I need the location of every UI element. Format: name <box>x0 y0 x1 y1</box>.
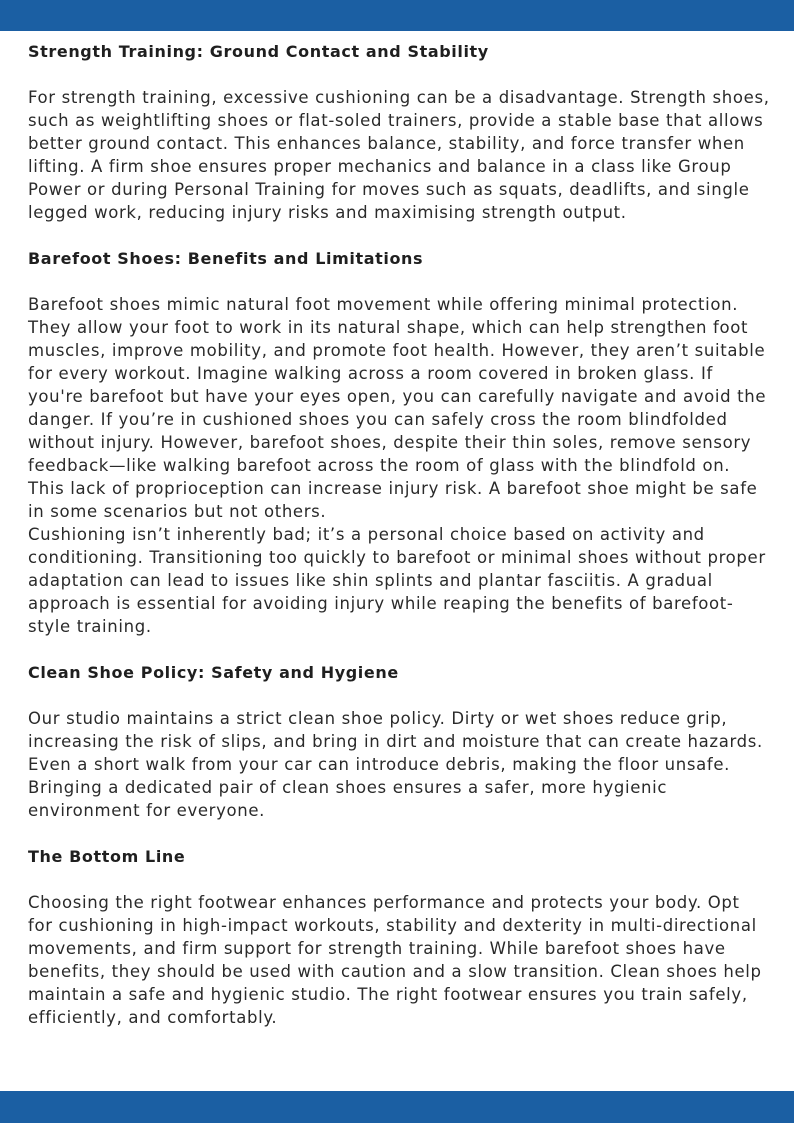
section-strength-training <box>28 40 770 224</box>
section-paragraph: Choosing the right footwear enhances performance and protects your body. Opt for cushioning in high-impact workouts, stability and dexterity in multi-directional movements, and firm support for strength training. While barefoot shoes have benefits, they should be used with caution and a slow transition. Clean shoes help maintain a safe and hygienic studio. The right footwear ensures you train safely, efficiently, and comfortably. <box>28 893 762 1027</box>
top-banner-bar <box>0 0 794 31</box>
section-bottom-line <box>28 845 770 1029</box>
section-barefoot-shoes <box>28 247 770 638</box>
section-paragraph: Barefoot shoes mimic natural foot movement while offering minimal protection. They allow your foot to work in its natural shape, which can help strengthen foot muscles, improve mobility, and promote foot health. However, they aren’t suitable for every workout. Imagine walking across a room covered in broken glass. If you're barefoot but have your eyes open, you can carefully navigate and avoid the danger. If you’re in cushioned shoes you can safely cross the room blindfolded without injury. However, barefoot shoes, despite their thin soles, remove sensory feedback—like walking barefoot across the room of glass with the blindfold on. This lack of proprioception can increase injury risk. A barefoot shoe might be safe in some scenarios but not others. <box>28 295 767 521</box>
bottom-banner-bar <box>0 1091 794 1123</box>
document-body <box>28 40 770 1029</box>
section-paragraph: Our studio maintains a strict clean shoe policy. Dirty or wet shoes reduce grip, increasing the risk of slips, and bring in dirt and moisture that can create hazards. Even a short walk from your car can introduce debris, making the floor unsafe. Bringing a dedicated pair of clean shoes ensures a safer, more hygienic environment for everyone. <box>28 709 763 820</box>
section-paragraph: Cushioning isn’t inherently bad; it’s a personal choice based on activity and conditioning. Transitioning too quickly to barefoot or minimal shoes without proper adaptation can lead to issues like shin splints and plantar fasciitis. A gradual approach is essential for avoiding injury while reaping the benefits of barefoot-style training. <box>28 525 766 636</box>
section-heading: Strength Training: Ground Contact and Stability <box>28 42 489 61</box>
section-paragraph: For strength training, excessive cushioning can be a disadvantage. Strength shoes, such as weightlifting shoes or flat-soled trainers, provide a stable base that allows better ground contact. This enhances balance, stability, and force transfer when lifting. A firm shoe ensures proper mechanics and balance in a class like Group Power or during Personal Training for moves such as squats, deadlifts, and single legged work, reducing injury risks and maximising strength output. <box>28 88 770 222</box>
section-clean-shoe-policy <box>28 661 770 822</box>
section-heading: Barefoot Shoes: Benefits and Limitations <box>28 249 424 268</box>
section-heading: The Bottom Line <box>28 847 186 866</box>
section-heading: Clean Shoe Policy: Safety and Hygiene <box>28 663 399 682</box>
